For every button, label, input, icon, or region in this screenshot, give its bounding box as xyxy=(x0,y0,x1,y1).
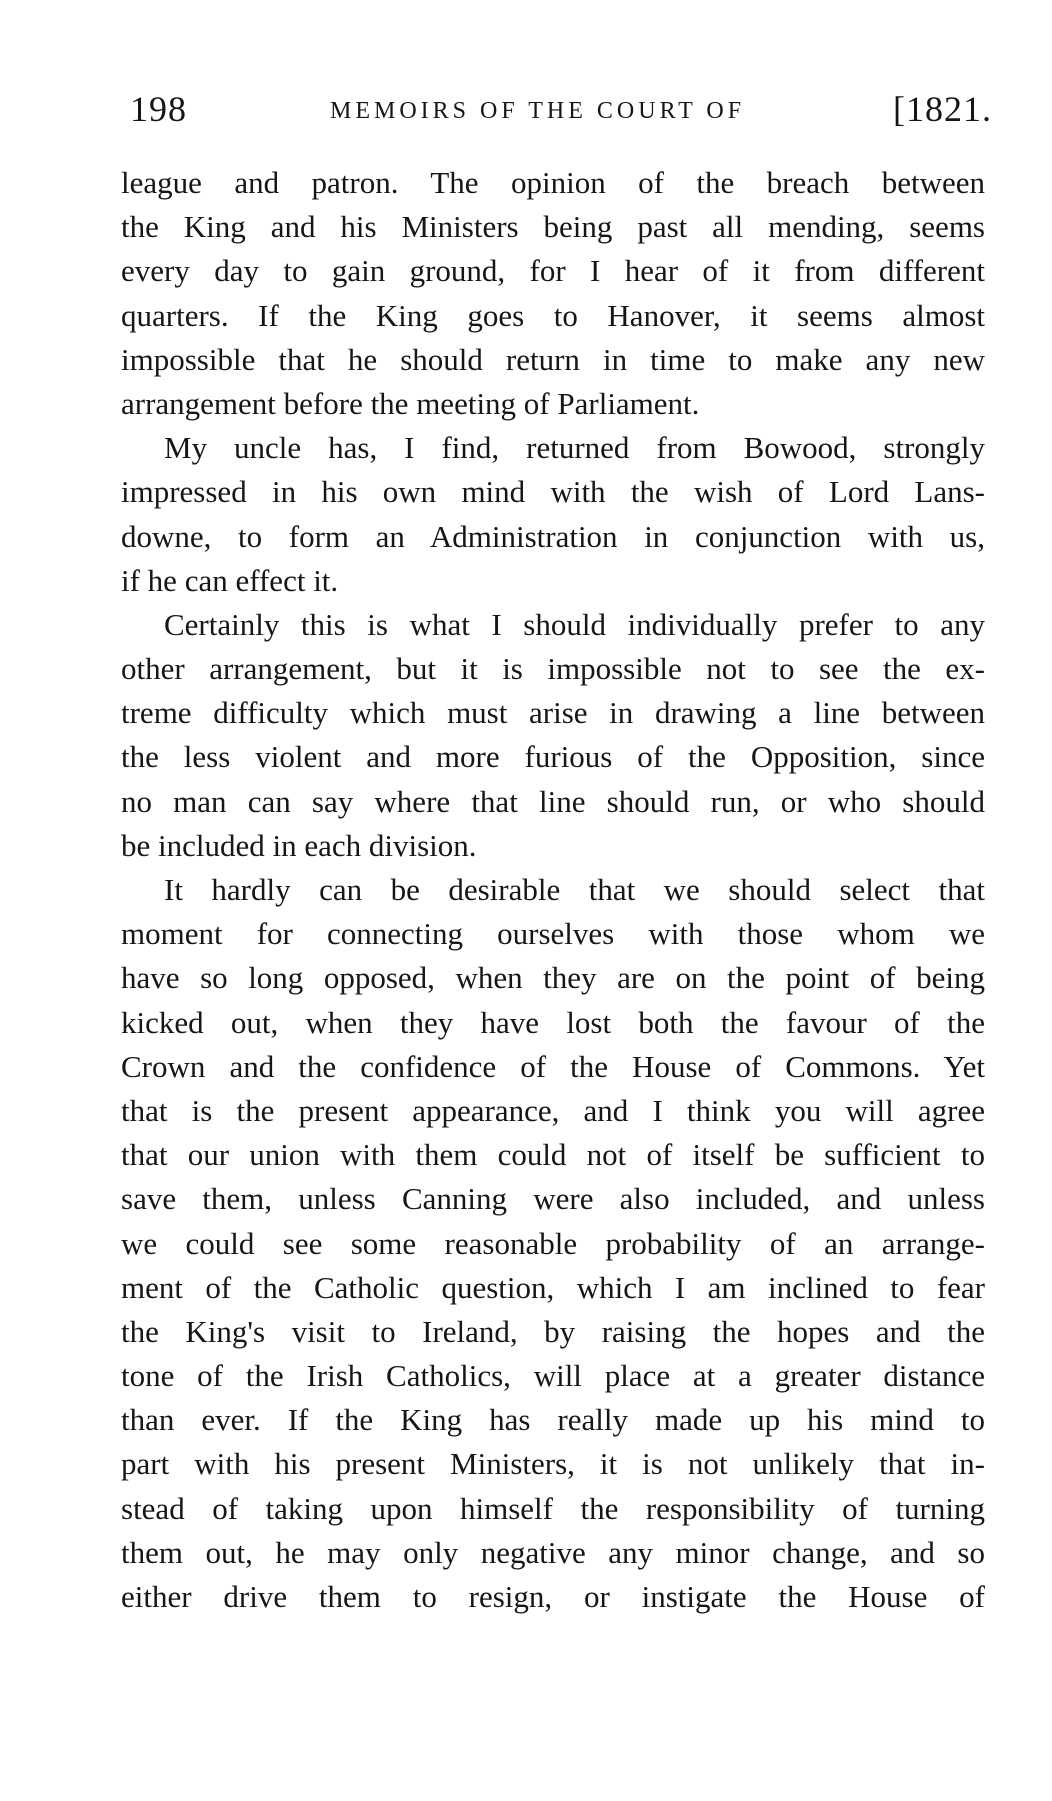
text-line: if he can effect it. xyxy=(121,562,339,598)
text-line: My uncle has, I find, returned from Bowood, strongly xyxy=(164,430,985,466)
text-line: be included in each division. xyxy=(121,827,477,863)
body-text xyxy=(121,161,985,1619)
page-number: 198 xyxy=(130,89,187,129)
text-line: downe, to form an Administration in conjunction with us, xyxy=(121,518,985,554)
text-line: that our union with them could not of itself be sufficient to xyxy=(121,1137,985,1173)
text-line: every day to gain ground, for I hear of it from different xyxy=(121,253,985,289)
text-line: Crown and the confidence of the House of Commons. Yet xyxy=(121,1048,985,1084)
text-line: kicked out, when they have lost both the favour of the xyxy=(121,1004,985,1040)
text-line: treme difficulty which must arise in drawing a line between xyxy=(121,695,985,731)
text-line: stead of taking upon himself the responsibility of turning xyxy=(121,1490,985,1526)
text-line: impossible that he should return in time to make any new xyxy=(121,341,985,377)
text-line: other arrangement, but it is impossible not to see the ex- xyxy=(121,651,985,687)
text-line: no man can say where that line should run, or who should xyxy=(121,783,985,819)
text-line: that is the present appearance, and I think you will agree xyxy=(121,1092,985,1128)
text-line: It hardly can be desirable that we should select that xyxy=(164,872,985,907)
text-line: them out, he may only negative any minor change, and so xyxy=(121,1534,985,1570)
text-line: impressed in his own mind with the wish of Lord Lans- xyxy=(121,474,985,510)
text-line: league and patron. The opinion of the breach between xyxy=(121,165,985,200)
text-line: than ever. If the King has really made up his mind to xyxy=(121,1402,985,1438)
text-line: moment for connecting ourselves with those whom we xyxy=(121,916,985,952)
text-line: have so long opposed, when they are on the point of being xyxy=(121,960,985,996)
text-line: the King's visit to Ireland, by raising the hopes and the xyxy=(121,1313,985,1349)
running-year: [1821. xyxy=(893,89,992,129)
running-title: MEMOIRS OF THE COURT OF xyxy=(330,98,746,124)
text-line: save them, unless Canning were also included, and unless xyxy=(121,1181,985,1217)
text-line: the King and his Ministers being past all mending, seems xyxy=(121,209,985,245)
text-line: quarters. If the King goes to Hanover, it seems almost xyxy=(121,297,985,333)
text-line: we could see some reasonable probability of an arrange- xyxy=(121,1225,985,1261)
text-line: Certainly this is what I should individually prefer to any xyxy=(164,606,985,642)
text-line: part with his present Ministers, it is not unlikely that in- xyxy=(121,1446,985,1482)
text-line: ment of the Catholic question, which I am inclined to fear xyxy=(121,1269,985,1305)
text-line: the less violent and more furious of the Opposition, since xyxy=(121,739,985,775)
text-line: arrangement before the meeting of Parliament. xyxy=(121,385,700,421)
text-line: either drive them to resign, or instigate the House of xyxy=(121,1579,985,1614)
running-head xyxy=(130,88,992,138)
text-line: tone of the Irish Catholics, will place at a greater distance xyxy=(121,1358,985,1394)
